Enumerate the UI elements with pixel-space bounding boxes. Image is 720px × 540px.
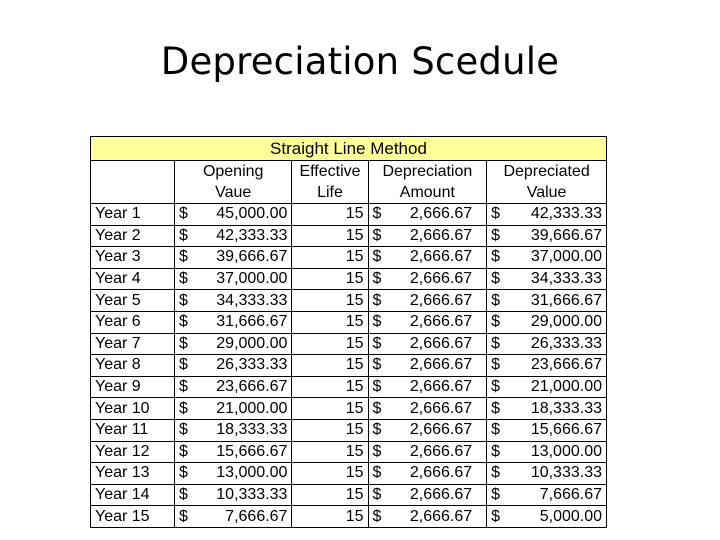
depreciation-amount [368, 398, 487, 420]
depreciation-value: 2,666.67 [409, 356, 473, 374]
effective-life: 15 [292, 311, 368, 333]
currency-symbol: $ [372, 486, 382, 504]
currency-symbol: $ [372, 226, 382, 244]
currency-symbol: $ [491, 507, 501, 525]
table-row [91, 441, 607, 463]
depreciation-amount [368, 419, 487, 441]
depreciation-amount [368, 268, 487, 290]
opening-value [174, 506, 292, 528]
depreciation-amount [368, 506, 487, 528]
table-row [91, 506, 607, 528]
header-life-1: Effective [292, 161, 368, 183]
currency-symbol: $ [491, 378, 501, 396]
depreciated-value [487, 268, 607, 290]
table-row [91, 268, 607, 290]
effective-life: 15 [292, 484, 368, 506]
opening-amount: 23,666.67 [216, 378, 288, 396]
depreciation-value: 2,666.67 [409, 399, 473, 417]
currency-symbol: $ [491, 291, 501, 309]
currency-symbol: $ [372, 334, 382, 352]
opening-value [174, 311, 292, 333]
currency-symbol: $ [178, 486, 188, 504]
table-row [91, 398, 607, 420]
currency-symbol: $ [178, 399, 188, 417]
year-label: Year 7 [91, 333, 175, 355]
header-dep-1: Depreciation [368, 161, 487, 183]
depreciated-amount: 42,333.33 [530, 205, 602, 223]
header-value-1: Depreciated [487, 161, 607, 183]
depreciated-amount: 34,333.33 [530, 270, 602, 288]
opening-value [174, 290, 292, 312]
depreciated-value [487, 441, 607, 463]
year-label: Year 2 [91, 225, 175, 247]
opening-amount: 15,666.67 [216, 442, 288, 460]
year-label: Year 6 [91, 311, 175, 333]
header-row-1 [91, 161, 607, 183]
depreciated-value [487, 311, 607, 333]
year-label: Year 5 [91, 290, 175, 312]
opening-amount: 18,333.33 [216, 421, 288, 439]
depreciated-amount: 39,666.67 [530, 226, 602, 244]
depreciation-value: 2,666.67 [409, 248, 473, 266]
currency-symbol: $ [491, 464, 501, 482]
depreciated-amount: 7,666.67 [539, 486, 602, 504]
currency-symbol: $ [491, 421, 501, 439]
depreciated-value [487, 398, 607, 420]
opening-amount: 29,000.00 [216, 334, 288, 352]
depreciation-amount [368, 204, 487, 226]
depreciated-value [487, 355, 607, 377]
table-row [91, 376, 607, 398]
currency-symbol: $ [372, 442, 382, 460]
effective-life: 15 [292, 398, 368, 420]
currency-symbol: $ [372, 248, 382, 266]
depreciated-amount: 29,000.00 [530, 313, 602, 331]
currency-symbol: $ [491, 226, 501, 244]
depreciation-amount [368, 355, 487, 377]
table-row [91, 463, 607, 485]
opening-amount: 13,000.00 [216, 464, 288, 482]
depreciation-value: 2,666.67 [409, 421, 473, 439]
depreciated-value [487, 204, 607, 226]
depreciated-amount: 10,333.33 [530, 464, 602, 482]
effective-life: 15 [292, 204, 368, 226]
effective-life: 15 [292, 225, 368, 247]
year-label: Year 10 [91, 398, 175, 420]
year-label: Year 9 [91, 376, 175, 398]
table-banner-row [91, 137, 607, 161]
effective-life: 15 [292, 419, 368, 441]
depreciated-amount: 5,000.00 [539, 507, 602, 525]
currency-symbol: $ [372, 313, 382, 331]
depreciation-table [90, 136, 607, 528]
table-row [91, 484, 607, 506]
currency-symbol: $ [372, 205, 382, 223]
depreciated-value [487, 463, 607, 485]
depreciated-amount: 15,666.67 [530, 421, 602, 439]
currency-symbol: $ [491, 334, 501, 352]
currency-symbol: $ [178, 226, 188, 244]
depreciation-value: 2,666.67 [409, 442, 473, 460]
depreciation-amount [368, 333, 487, 355]
opening-value [174, 376, 292, 398]
opening-value [174, 398, 292, 420]
table-row [91, 204, 607, 226]
currency-symbol: $ [491, 270, 501, 288]
opening-value [174, 419, 292, 441]
depreciation-value: 2,666.67 [409, 507, 473, 525]
currency-symbol: $ [178, 270, 188, 288]
depreciated-value [487, 333, 607, 355]
depreciated-value [487, 247, 607, 269]
opening-amount: 39,666.67 [216, 248, 288, 266]
currency-symbol: $ [372, 399, 382, 417]
opening-amount: 34,333.33 [216, 291, 288, 309]
currency-symbol: $ [491, 486, 501, 504]
depreciation-value: 2,666.67 [409, 378, 473, 396]
header-opening-2: Vaue [174, 182, 292, 204]
year-label: Year 8 [91, 355, 175, 377]
depreciation-amount [368, 311, 487, 333]
year-label: Year 12 [91, 441, 175, 463]
currency-symbol: $ [178, 464, 188, 482]
depreciation-value: 2,666.67 [409, 313, 473, 331]
currency-symbol: $ [491, 356, 501, 374]
opening-amount: 26,333.33 [216, 356, 288, 374]
depreciated-value [487, 290, 607, 312]
effective-life: 15 [292, 441, 368, 463]
opening-value [174, 225, 292, 247]
depreciated-value [487, 506, 607, 528]
depreciation-value: 2,666.67 [409, 334, 473, 352]
opening-value [174, 355, 292, 377]
opening-amount: 10,333.33 [216, 486, 288, 504]
depreciated-amount: 26,333.33 [530, 334, 602, 352]
currency-symbol: $ [178, 356, 188, 374]
currency-symbol: $ [178, 442, 188, 460]
opening-amount: 21,000.00 [216, 399, 288, 417]
opening-amount: 7,666.67 [225, 507, 288, 525]
table-row [91, 290, 607, 312]
currency-symbol: $ [372, 270, 382, 288]
currency-symbol: $ [178, 313, 188, 331]
effective-life: 15 [292, 333, 368, 355]
currency-symbol: $ [178, 507, 188, 525]
opening-value [174, 484, 292, 506]
header-year [91, 161, 175, 204]
effective-life: 15 [292, 506, 368, 528]
effective-life: 15 [292, 376, 368, 398]
depreciated-amount: 21,000.00 [530, 378, 602, 396]
currency-symbol: $ [372, 507, 382, 525]
header-life-2: Life [292, 182, 368, 204]
opening-value [174, 333, 292, 355]
depreciated-amount: 18,333.33 [530, 399, 602, 417]
opening-amount: 37,000.00 [216, 270, 288, 288]
currency-symbol: $ [178, 334, 188, 352]
currency-symbol: $ [491, 313, 501, 331]
depreciated-amount: 31,666.67 [530, 291, 602, 309]
year-label: Year 11 [91, 419, 175, 441]
effective-life: 15 [292, 247, 368, 269]
effective-life: 15 [292, 268, 368, 290]
depreciated-amount: 37,000.00 [530, 248, 602, 266]
depreciation-value: 2,666.67 [409, 464, 473, 482]
depreciation-value: 2,666.67 [409, 486, 473, 504]
depreciated-value [487, 484, 607, 506]
opening-value [174, 441, 292, 463]
currency-symbol: $ [491, 442, 501, 460]
currency-symbol: $ [372, 291, 382, 309]
table-row [91, 333, 607, 355]
currency-symbol: $ [372, 464, 382, 482]
depreciated-value [487, 376, 607, 398]
header-dep-2: Amount [368, 182, 487, 204]
header-opening-1: Opening [174, 161, 292, 183]
table-row [91, 225, 607, 247]
depreciated-value [487, 419, 607, 441]
opening-value [174, 268, 292, 290]
currency-symbol: $ [491, 205, 501, 223]
opening-amount: 45,000.00 [216, 205, 288, 223]
effective-life: 15 [292, 355, 368, 377]
currency-symbol: $ [491, 248, 501, 266]
depreciation-amount [368, 290, 487, 312]
currency-symbol: $ [491, 399, 501, 417]
depreciated-amount: 23,666.67 [530, 356, 602, 374]
depreciation-amount [368, 441, 487, 463]
currency-symbol: $ [178, 248, 188, 266]
opening-amount: 31,666.67 [216, 313, 288, 331]
depreciated-amount: 13,000.00 [530, 442, 602, 460]
depreciation-amount [368, 376, 487, 398]
currency-symbol: $ [372, 421, 382, 439]
depreciation-amount [368, 247, 487, 269]
currency-symbol: $ [178, 205, 188, 223]
year-label: Year 1 [91, 204, 175, 226]
year-label: Year 13 [91, 463, 175, 485]
table-row [91, 247, 607, 269]
depreciation-value: 2,666.67 [409, 291, 473, 309]
effective-life: 15 [292, 290, 368, 312]
depreciation-value: 2,666.67 [409, 270, 473, 288]
currency-symbol: $ [372, 378, 382, 396]
depreciation-amount [368, 484, 487, 506]
table-row [91, 311, 607, 333]
depreciated-value [487, 225, 607, 247]
opening-value [174, 204, 292, 226]
table-row [91, 419, 607, 441]
opening-value [174, 463, 292, 485]
year-label: Year 4 [91, 268, 175, 290]
year-label: Year 3 [91, 247, 175, 269]
opening-value [174, 247, 292, 269]
currency-symbol: $ [372, 356, 382, 374]
depreciation-value: 2,666.67 [409, 205, 473, 223]
depreciation-value: 2,666.67 [409, 226, 473, 244]
year-label: Year 14 [91, 484, 175, 506]
year-label: Year 15 [91, 506, 175, 528]
opening-amount: 42,333.33 [216, 226, 288, 244]
table-row [91, 355, 607, 377]
currency-symbol: $ [178, 291, 188, 309]
depreciation-amount [368, 463, 487, 485]
currency-symbol: $ [178, 378, 188, 396]
currency-symbol: $ [178, 421, 188, 439]
effective-life: 15 [292, 463, 368, 485]
slide-title: Depreciation Scedule [160, 40, 560, 83]
depreciation-amount [368, 225, 487, 247]
header-value-2: Value [487, 182, 607, 204]
method-title: Straight Line Method [91, 137, 607, 161]
